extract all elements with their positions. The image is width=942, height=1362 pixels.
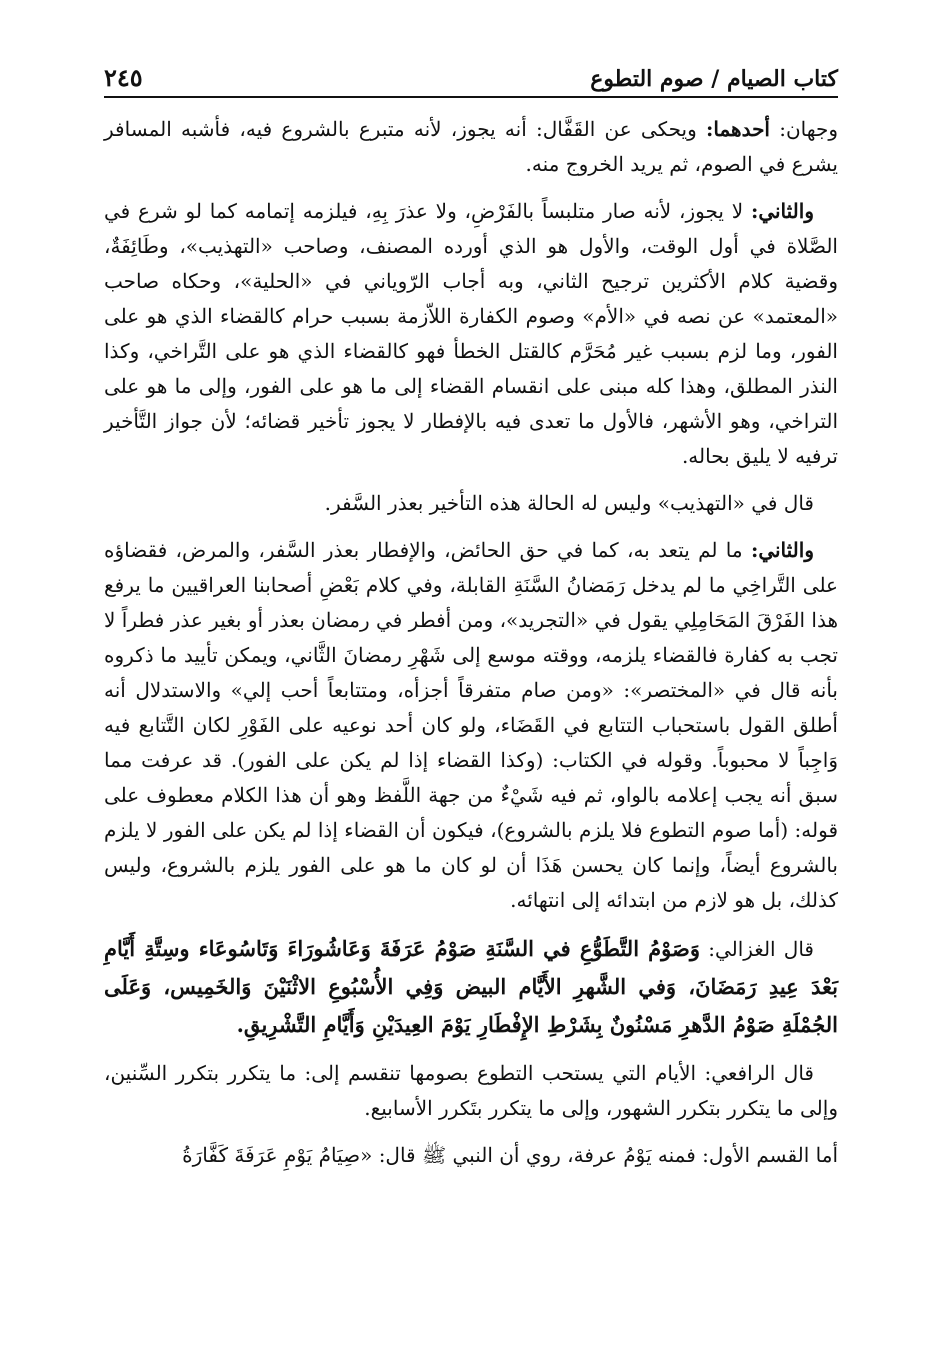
page-body: [104, 112, 838, 1185]
page-number: ٢٤٥: [104, 63, 143, 92]
paragraph-7: [104, 1138, 838, 1173]
paragraph-7-lead: أما القسم الأول: فمنه يَوْمُ عرفة، روي أن النبي ﷺ قال: «صِيَامُ يَوْمِ عَرَفَةَ كَفَّارَةُ: [182, 1143, 838, 1167]
header-title: كتاب الصيام / صوم التطوع: [590, 66, 838, 92]
paragraph-1: [104, 112, 838, 182]
paragraph-3-lead: قال في «التهذيب» وليس له الحالة هذه التأخير بعذر السَّفر.: [324, 491, 814, 515]
paragraph-1-lead: وجهان:: [770, 117, 838, 141]
paragraph-1-bold: أحدهما:: [705, 117, 770, 141]
paragraph-4-bold: والثاني:: [750, 538, 814, 562]
paragraph-2-text: لا يجوز، لأنه صار متلبساً بالفَرْضِ، ولا عذرَ بِهِ، فيلزمه إتمامه كما لو شرع في الصَّلاة في أول الوقت، والأول هو الذي أورده المصنف، وصاحب «التهذيب»، وطَائِفَةٌ، وقضية كلام الأكثرين ترجيح الثاني، وبه أجاب الرّوياني في «الحلية»، وحكاه صاحب «المعتمد» عن نصه في «الأم» وصوم الكفارة اللاّزمة بسبب حرام كالقضاء الذي هو على الفور، وما لزم بسبب غير مُحَرَّم كالقتل الخطأ فهو كالقضاء الذي هو على التَّراخي، وكذا النذر المطلق، وهذا كله مبنى على انقسام القضاء إلى ما هو على الفور، وإلى ما هو على التراخي، وهو الأشهر، فالأول ما تعدى فيه بالإفطار لا يجوز تأخير قضائه؛ لأن جواز التَّأخير ترفيه لا يليق بحاله.: [104, 199, 838, 468]
paragraph-2: [104, 194, 838, 474]
paragraph-4: [104, 533, 838, 918]
paragraph-3: [104, 486, 838, 521]
paragraph-5-matn: وَصَوْمُ التَّطَوُّعِ في السَّنَةِ صَوْمُ عَرَفَةَ وَعَاشُورَاءَ وَتَاسُوعَاء وسِتَّةِ أَيَّامِ بَعْدَ عِيدِ رَمَضَانَ، وَفي الشَّهرِ الأَيَّام البيض وَفِي الأُسْبُوعِ الاثْنَيْنَ وَالخَمِيس، وَعَلَى الجُمْلَةِ صَوْمُ الدَّهرِ مَسْنُونٌ بِشَرْطِ الإِفْطَارِ يَوْمَ العِيدَيْنِ وَأَيَّامِ التَّشْرِيقِ.: [104, 936, 838, 1037]
paragraph-5-lead: قال الغزالي:: [700, 937, 814, 961]
paragraph-5: [104, 930, 838, 1044]
paragraph-6: [104, 1056, 838, 1126]
paragraph-2-bold: والثاني:: [750, 199, 814, 223]
paragraph-1-text: ويحكى عن القَفَّال: أنه يجوز، لأنه متبرع بالشروع فيه، فأشبه المسافر يشرع في الصوم، ثم يريد الخروج منه.: [104, 117, 838, 176]
paragraph-6-lead: قال الرافعي: الأيام التي يستحب التطوع بصومها تنقسم إلى: ما يتكرر بتكرر السِّنين، وإلى ما يتكرر بتكرر الشهور، وإلى ما يتكرر بتَكرر الأسابيع.: [104, 1061, 838, 1120]
paragraph-4-text: ما لم يتعد به، كما في حق الحائض، والإفطار بعذر السَّفر، والمرض، فقضاؤه على التَّراخِي ما لم يدخل رَمَضانُ السَّنَةِ القابلة، وفي كلام بَعْضِ أصحابنا العراقيين ما يرفع هذا الفَرْقَ المَحَامِلِي يقول في «التجريد»، ومن أفطر في رمضان بعذر أو بغير عذر فطراً لا تجب به كفارة فالقضاء يلزمه، ووقته موسع إلى شَهْرِ رمضانَ الثَّاني، ويمكن تأييد ما ذكروه بأنه قال في «المختصر»: «ومن صام متفرقاً أجزأه، ومتتابعاً أحب إلي» والاستدلال أنه أطلق القول باستحباب التتابع في القَضَاء، ولو كان أحد نوعيه على الفَوْرِ لكان التَّتابع فيه وَاجِباً لا محبوباً. وقوله في الكتاب: (وكذا القضاء إذا لم يكن على الفور). قد عرفت مما سبق أنه يجب إعلامه بالواو، ثم فيه شَيْءٌ من جهة اللَّفظ وهو أن هذا الكلام معطوف على قوله: (أما صوم التطوع فلا يلزم بالشروع)، فيكون أن القضاء إذا لم يكن على الفور لا يلزم بالشروع أيضاً، وإنما كان يحسن هَذَا أن لو كان ما هو على الفور يلزم بالشروع، وليس كذلك، بل هو لازم من ابتدائه إلى انتهائه.: [104, 538, 838, 912]
running-header: [104, 48, 838, 98]
